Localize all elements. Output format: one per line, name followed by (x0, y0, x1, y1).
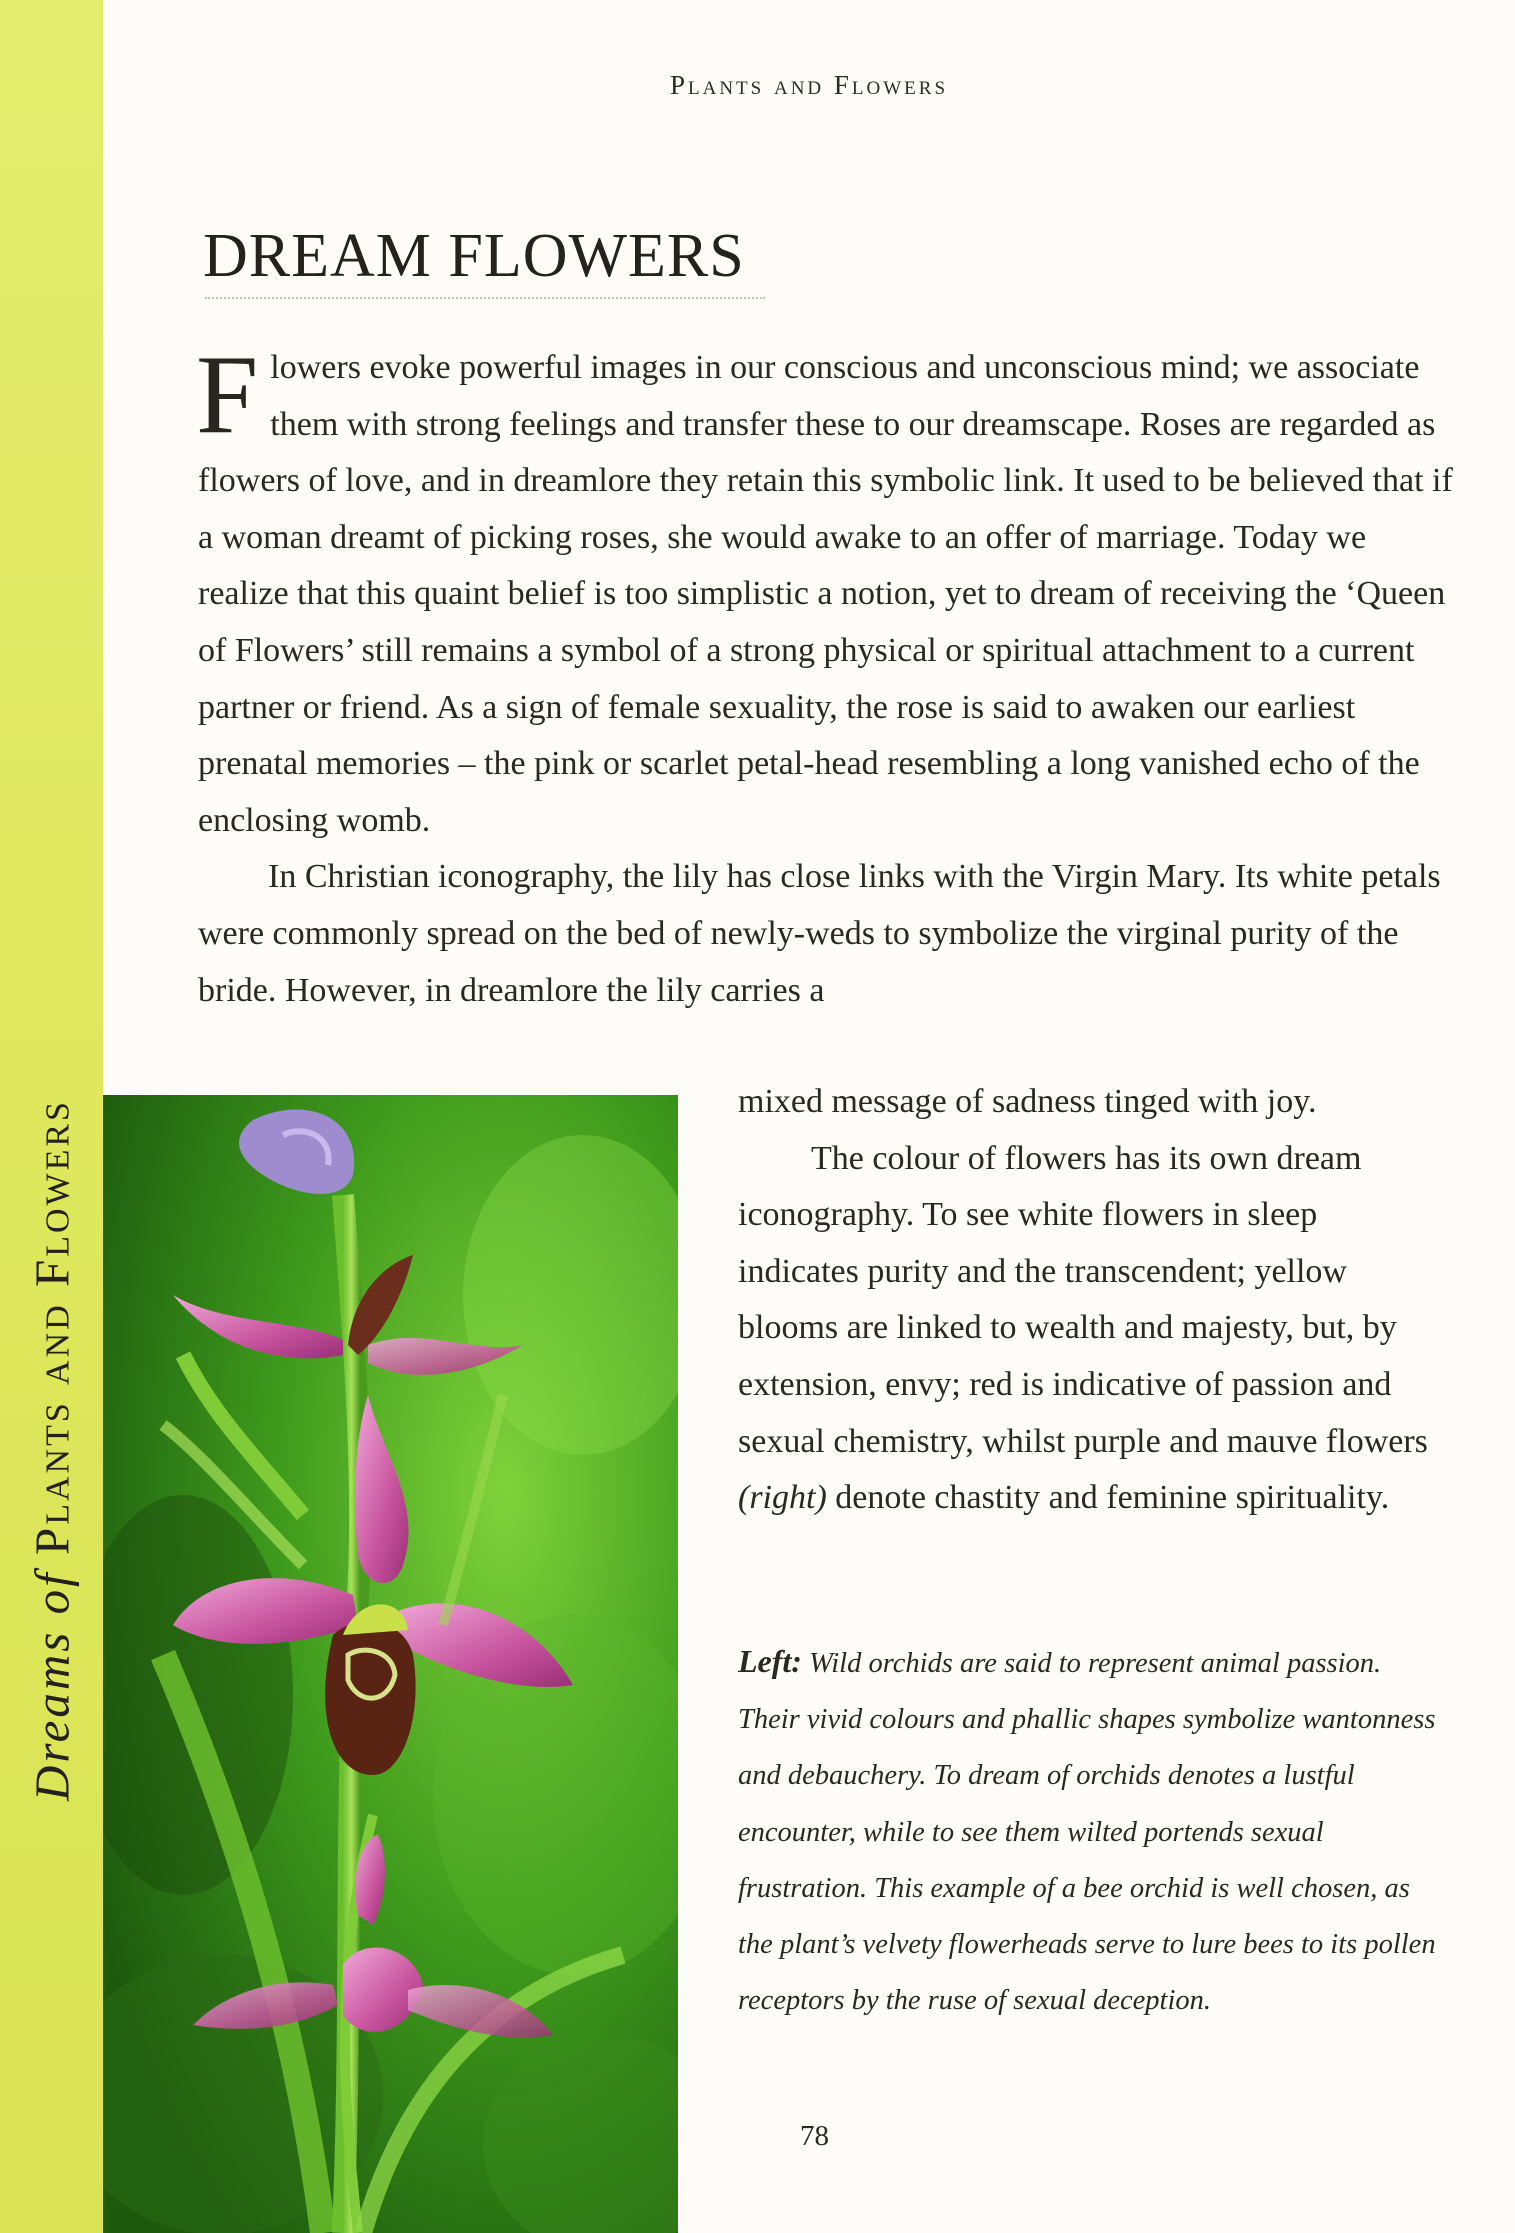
paragraph-colour-ref: (right) (738, 1479, 827, 1517)
side-title-prefix: Dreams of (24, 1555, 80, 1801)
paragraph-roses (196, 333, 1453, 849)
side-title (24, 1099, 81, 1801)
drop-cap: F (196, 333, 259, 457)
paragraph-lily: In Christian iconography, the lily has close links with the Virgin Mary. Its white petals were commonly spread on the bed of newly-weds to symbolize the virginal purity of the bride. However, in dreamlore the lily carries a (198, 858, 1441, 1009)
paragraph-colour-text-b: denote chastity and feminine spirituality. (826, 1479, 1390, 1517)
orchid-photo (103, 1095, 678, 2233)
right-text-column (738, 1074, 1438, 1527)
paragraph-roses-text: lowers evoke powerful images in our conscious and unconscious mind; we associate them with strong feelings and transfer these to our dreamscape. Roses are regarded as flowers of love, and in dreamlore they retain this symbolic link. It used to be believed that if a woman dreamt of picking roses, she would awake to an offer of marriage. Today we realize that this quaint belief is too simplistic a notion, yet to dream of receiving the ‘Queen of Flowers’ still remains a symbol of a strong physical or spiritual attachment to a current partner or friend. As a sign of female sexuality, the rose is said to awaken our earliest prenatal memories – the pink or scarlet petal-head resembling a long vanished echo of the enclosing womb. (198, 349, 1453, 839)
paragraph-colour-text-a: The colour of flowers has its own dream iconography. To see white flowers in sleep indicates purity and the transcendent; yellow blooms are linked to wealth and majesty, but, by extension, envy; red is indicative of passion and sexual chemistry, whilst purple and mauve flowers (738, 1139, 1428, 1460)
side-band (0, 0, 103, 2233)
paragraph-colour (738, 1131, 1438, 1527)
title-underline (205, 297, 765, 299)
paragraph-lily-continued: mixed message of sadness tinged with joy. (738, 1083, 1317, 1120)
side-title-main: Plants and Flowers (24, 1099, 80, 1556)
photo-caption (738, 1633, 1443, 2029)
main-text (196, 333, 1453, 1019)
running-head: Plants and Flowers (669, 70, 949, 100)
caption-lead: Left: (738, 1643, 802, 1679)
page-title: DREAM FLOWERS (203, 222, 745, 290)
page-number: 78 (800, 2120, 829, 2152)
caption-text: Wild orchids are said to represent animal passion. Their vivid colours and phallic shapes symbolize wantonness and debauchery. To dream of orchids denotes a lustful encounter, while to see them wilted portends sexual frustration. This example of a bee orchid is well chosen, as the plant’s velvety flowerheads serve to lure bees to its pollen receptors by the ruse of sexual deception. (738, 1648, 1436, 2017)
